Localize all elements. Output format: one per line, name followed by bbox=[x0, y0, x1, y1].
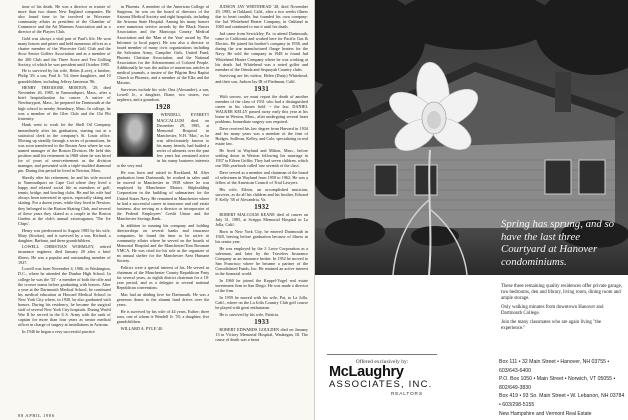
class-year-heading: 1933 bbox=[254, 318, 270, 326]
obituary-columns bbox=[18, 4, 308, 409]
obituary-paragraph: In 1960 he joined the Keppel-Vogel real estate investment firm in San Diego. He was made a director of the firm. bbox=[215, 277, 309, 294]
obituary-column-2 bbox=[117, 4, 210, 409]
obituary-paragraph: He is survived by his wife, Helen (Love), a brother, Philip '29, a son, Paul Jr. '54, three daughters, and 10 grandchildren, including Jeffrey Jamieson '86. bbox=[18, 68, 111, 84]
realtor-logo bbox=[329, 365, 439, 413]
obituary-column-3 bbox=[215, 4, 308, 409]
obituary-paragraph: In 1946 he began a very successful practice bbox=[22, 329, 95, 335]
contact-state-line: New Hampshire and Vermont Real Estate bbox=[499, 410, 592, 417]
contact-line: Box 111 • 32 Main Street • Hanover, NH 03755 • 603/643-6400 bbox=[499, 359, 610, 374]
logo-realtors: REALTORS bbox=[391, 392, 423, 397]
portrait-photo bbox=[117, 113, 153, 157]
obituary-paragraph: time of his death. He was a director or trustee of more than two dozen New England companies. He also found time to be involved in Worcester community affairs as president of the Chamber of Commerce and the Art Museum Association and as a director of the Players Club. bbox=[18, 4, 111, 35]
obituary-paragraph: Shortly after his retirement, he and his wife moved to Yarmouthport on Cape Cod where they lived a happy and relaxed social life as members of golf, tennis, bridge, and bowling clubs. He and his wife had always been interested in sports, especially skiing and skating. For a dozen years, while they lived in Newton, they belonged to the Boston Skating Club, and several of these years they skated as a couple in the Boston Garden at the club's annual extravaganza, 'The Ice Chips'. bbox=[18, 174, 111, 226]
obituary-paragraph: Politics were a special interest of his. He served as chairman of the Manchester County Republican Party for several years, as eighth district chairman for a 10-year period, and as a delegate to several national Republican conventions. bbox=[116, 264, 210, 291]
obituary-paragraph: In 1959 he moved with his wife, Pat, to La Jolla. Calif., where on the La Jolla Country Club golf course he played with great enthusiasm. bbox=[215, 294, 309, 310]
obituary-paragraph: JUDSON JAY WHITEHEAD '28, died November 29, 1985, in Oakland, Calif., after a two weeks illness due to heart trouble, but founded his own company: the Jud Whitehead Heater Company, in Oakland in 1940 and continued to run it until his death. bbox=[215, 4, 309, 30]
obituary-paragraph: Henry was predeceased in August 1985 by his wife, Mary (Stocker), and is survived by a son, Richard, a daughter, Barbara, and three grandchildren. bbox=[18, 227, 111, 243]
obituary-paragraph: Jud came from Sewickley, Pa. to attend Dartmouth, came to California and worked here for Pacific Gas & Electric. He joined his brother's company in 1938, and during the war manufactured flange heaters for the Navy. He sold the company in 1948 to found Jud Whitehead Heater Company where he was working at his death. Jud Whitehead was a noted golfer and member of the Orinda and Sequoyah Country clubs. bbox=[215, 31, 309, 72]
obituary-paragraph: ROBERT MALCOLM KEANE died of cancer on July 31, 1985, at Scripps Memorial Hospital in La Jolla, Calif. bbox=[215, 212, 309, 228]
obituary-paragraph: Dave received his law degree from Harvard in 1934 and for many years was a member of the firm of Hodges, Sullivan, Kelley, and Cole, specializing in real estate law. bbox=[215, 125, 309, 147]
obituary-paragraph: He was employed by the J. Lowe Corporation as a salesman, and later by the Travelers Insurance Company as an insurance broker. In 1952 he moved to San Francisco where he became a partner of the Consolidated Funds, Inc. He retained an active interest in the financial world. bbox=[215, 245, 309, 277]
obituary-paragraph: WENDELL EVERETT MACCALLUM died on December 29, 1985, at Memorial Hospital in Manchester, N.H. 'Mac,' as he was affectionately known to his many friends, had battled a series of ailments over the past few years but remained active in his many business interests to the very end. bbox=[116, 112, 210, 169]
obituary-paragraph: Survivors include his wife, Ona (Alexander), a son, Lowell Jr., a daughter, Diane, two sisters, two nephews, and a grandson. bbox=[116, 87, 210, 103]
obituary-paragraph: Born in New York City, he entered Dartmouth in 1928, leaving before graduation because of illness in his senior year. bbox=[215, 228, 309, 245]
ad-paragraph: Join the many classmates who are again living "the experience." bbox=[501, 320, 602, 331]
obituary-paragraph: He lived in Wayland and Milton, Mass., before settling down in Weston following his marriage in 1937 to Eileen Griffin. They had seven children, which our 50th yearbook called 'one seventh of the class'. bbox=[215, 147, 309, 169]
contact-info bbox=[499, 358, 627, 418]
obituary-column-1 bbox=[18, 4, 111, 409]
logo-associates: ASSOCIATES, INC. bbox=[329, 379, 433, 390]
obituary-paragraph: Mac had an abiding love for Dartmouth. He was a generous donor to the alumni fund drives over the years. bbox=[116, 292, 210, 308]
obituary-paragraph: Surviving are his widow, Helen (Dutty) Whitehead, and their son, Judson Jay III of Piedmont, Calif. bbox=[215, 73, 309, 84]
obituary-paragraph: ROBERT EDWARDS GOULDEN died on January 13 in Victory Memorial Hospital, Waukegan, Ill. The cause of death was a heart bbox=[215, 326, 309, 343]
contact-line: P.O. Box 1050 • Main Street • Norwich, VT 05055 • 802/649-3830 bbox=[499, 376, 616, 391]
obituary-paragraph: Dave served as a member and chairman of the board of selectmen in Wayland from 1950 to 1962. He was a fellow of the American Council of Trial Lawyers. bbox=[215, 169, 309, 185]
obituary-paragraph: HENRY THEODORE MORTON, '29, died November 26, 1985, in Yarmouthport, Mass., after a brief hospitalization for cancer. A native of Newburyport, Mass., he prepared for Dartmouth at the high school in nearby Amesbury, Mass. In college, he was a member of the Glee Club and the Chi Phi fraternity. bbox=[18, 85, 111, 121]
obituary-paragraph: He is survived by his wife, Patricia. bbox=[219, 311, 280, 317]
ad-paragraph: These three remaining quality residences offer private garage, two bedrooms, den and library, living room, dining room and ample storage. bbox=[501, 284, 623, 301]
advertisement-page bbox=[314, 0, 628, 420]
class-year-heading: 1928 bbox=[155, 104, 171, 112]
contact-line: Box 419 • 93 So. Main Street • W. Lebanon, NH 03784 • 603/298-5155 bbox=[499, 393, 625, 408]
obituary-paragraph: He was born and raised in Rockland, M. After graduation from Dartmouth, he worked in sales until he moved to Manchester in 1938 where he was employed by Manchester Motors. Shipbuilding Corporation in the building of submarines for the United States Navy. He remained in Manchester where he had a successful career in insurance and real estate business, also serving as a director or incorporator of the Federal Employees' Credit Union and the Manchester Savings Bank. bbox=[116, 170, 210, 221]
class-year-heading: 1932 bbox=[254, 203, 270, 211]
obituary-paragraph: With sorrow, we must report the death of another member of the class of 1931 who had a distinguished career in his chosen field -- the law. DANIEL WALKER KELLY passed away early this year at his home in Weston, Mass., after undergoing several heart problems. Immediate surgery was required. bbox=[215, 93, 309, 125]
obituary-paragraph: In addition to running his company and holding directorships on several banks and insurance companies, he found the time to be active in community affairs where he served on the boards of Memorial Hospital and the Manchester/Tom Bowman YMCA. He was cited for his role as the organizer of an annual shelter for the Manchester Area Humane Society. bbox=[116, 222, 210, 264]
obituary-paragraph: in Phoenix. A member of the American College of Surgeons, he was on the board of directors of the Arizona Medical Society and eight hospitals, including the Arizona State Hospital. Among his many honors were numerous service awards by the Black Nurses Association and the Maricopa County Medical Association and the 'Man of the Year' award by The Informer (a local paper). He was also a director or board member of many civic organizations including the Salvation Army, Campfire Girls, United Fund, Phoenix Christian Association, and the National Association for the Advancement of Colored People. Additionally he was the author of numerous articles in medical journals, a trustee of the Pilgrim Rest Baptist Church in Phoenix, and a member of the Elks and the Masons. bbox=[116, 4, 210, 86]
obituary-paragraph: He is survived by his wife of 44 years, Esther; three sons, one of whom is Wendell Jr. '55; a daughter; five grandchildren. bbox=[116, 308, 210, 325]
obituary-paragraph: His wife, Eileen, an accomplished musician, survives, as do all his children and his brother, Edward F. Kelly '38 of Alexandria, Va. bbox=[215, 186, 309, 202]
offered-by-label: Offered exclusively by: bbox=[327, 354, 437, 365]
obituary-paragraph: Gold was always a vital part of Paul's life. He won many honors and prizes and held numerous offices as a charter member of the Worcester Golf Club and the Stow Senior Golfers Association and as a member of the 200 Club and the Three Score and Ten Golfing Society, of which he was president until October 1985. bbox=[18, 36, 111, 67]
class-year-heading: 1931 bbox=[254, 85, 270, 93]
ad-paragraph: Only walking minutes from downtown Hanover and Dartmouth College. bbox=[501, 305, 604, 316]
obituary-paragraph: Lowell was born November 4, 1906, in Washington, D.C., where he attended the Dunbar High School. In college he was the '33' - a member of both the rifle and the crosser teams before graduating with honors. After a year at the Dartmouth Medical School, he continued his medical education at Howard Medical School in New York City where, in 1930, he also graduated with honors. During his residency, he became the surgical staff of several New York City hospitals. During World War II he served in the U.S. Army with the rank of captain for more than four years as senior medical officer in charge of surgery at installations in Arizona. bbox=[18, 266, 111, 328]
ad-body bbox=[501, 284, 625, 335]
obituary-paragraph: LOWELL CHRISTIAN WORMLEY, retired insurance engineer, died January 29 after a brief illness. He was a popular and outstanding member of 1927. bbox=[18, 244, 111, 265]
obituary-paragraph: WILLARD A. PYLE '40 bbox=[120, 325, 163, 331]
logo-name: McLaughry bbox=[329, 364, 404, 380]
ad-headline: Spring has sprung, and so have the last three Courtyard at Hanover condominiums. bbox=[501, 218, 615, 268]
page-footer: 88 APRIL 1986 bbox=[18, 413, 55, 418]
obituary-paragraph: Hank went to work for the Shell Oil Company immediately after his graduation, starting out at a statistical clerk in the company's St. Louis office. Moving up steadily through a series of promotions, he was soon transferred to the Boston Area where he was named manager of the Boston Division. He held this position until his retirement in 1968 when he was hired for of years of semi-retirement as the division manager, and presented with a triple-studded diamond pin. During this period he lived in Newton, Mass. bbox=[18, 122, 111, 174]
